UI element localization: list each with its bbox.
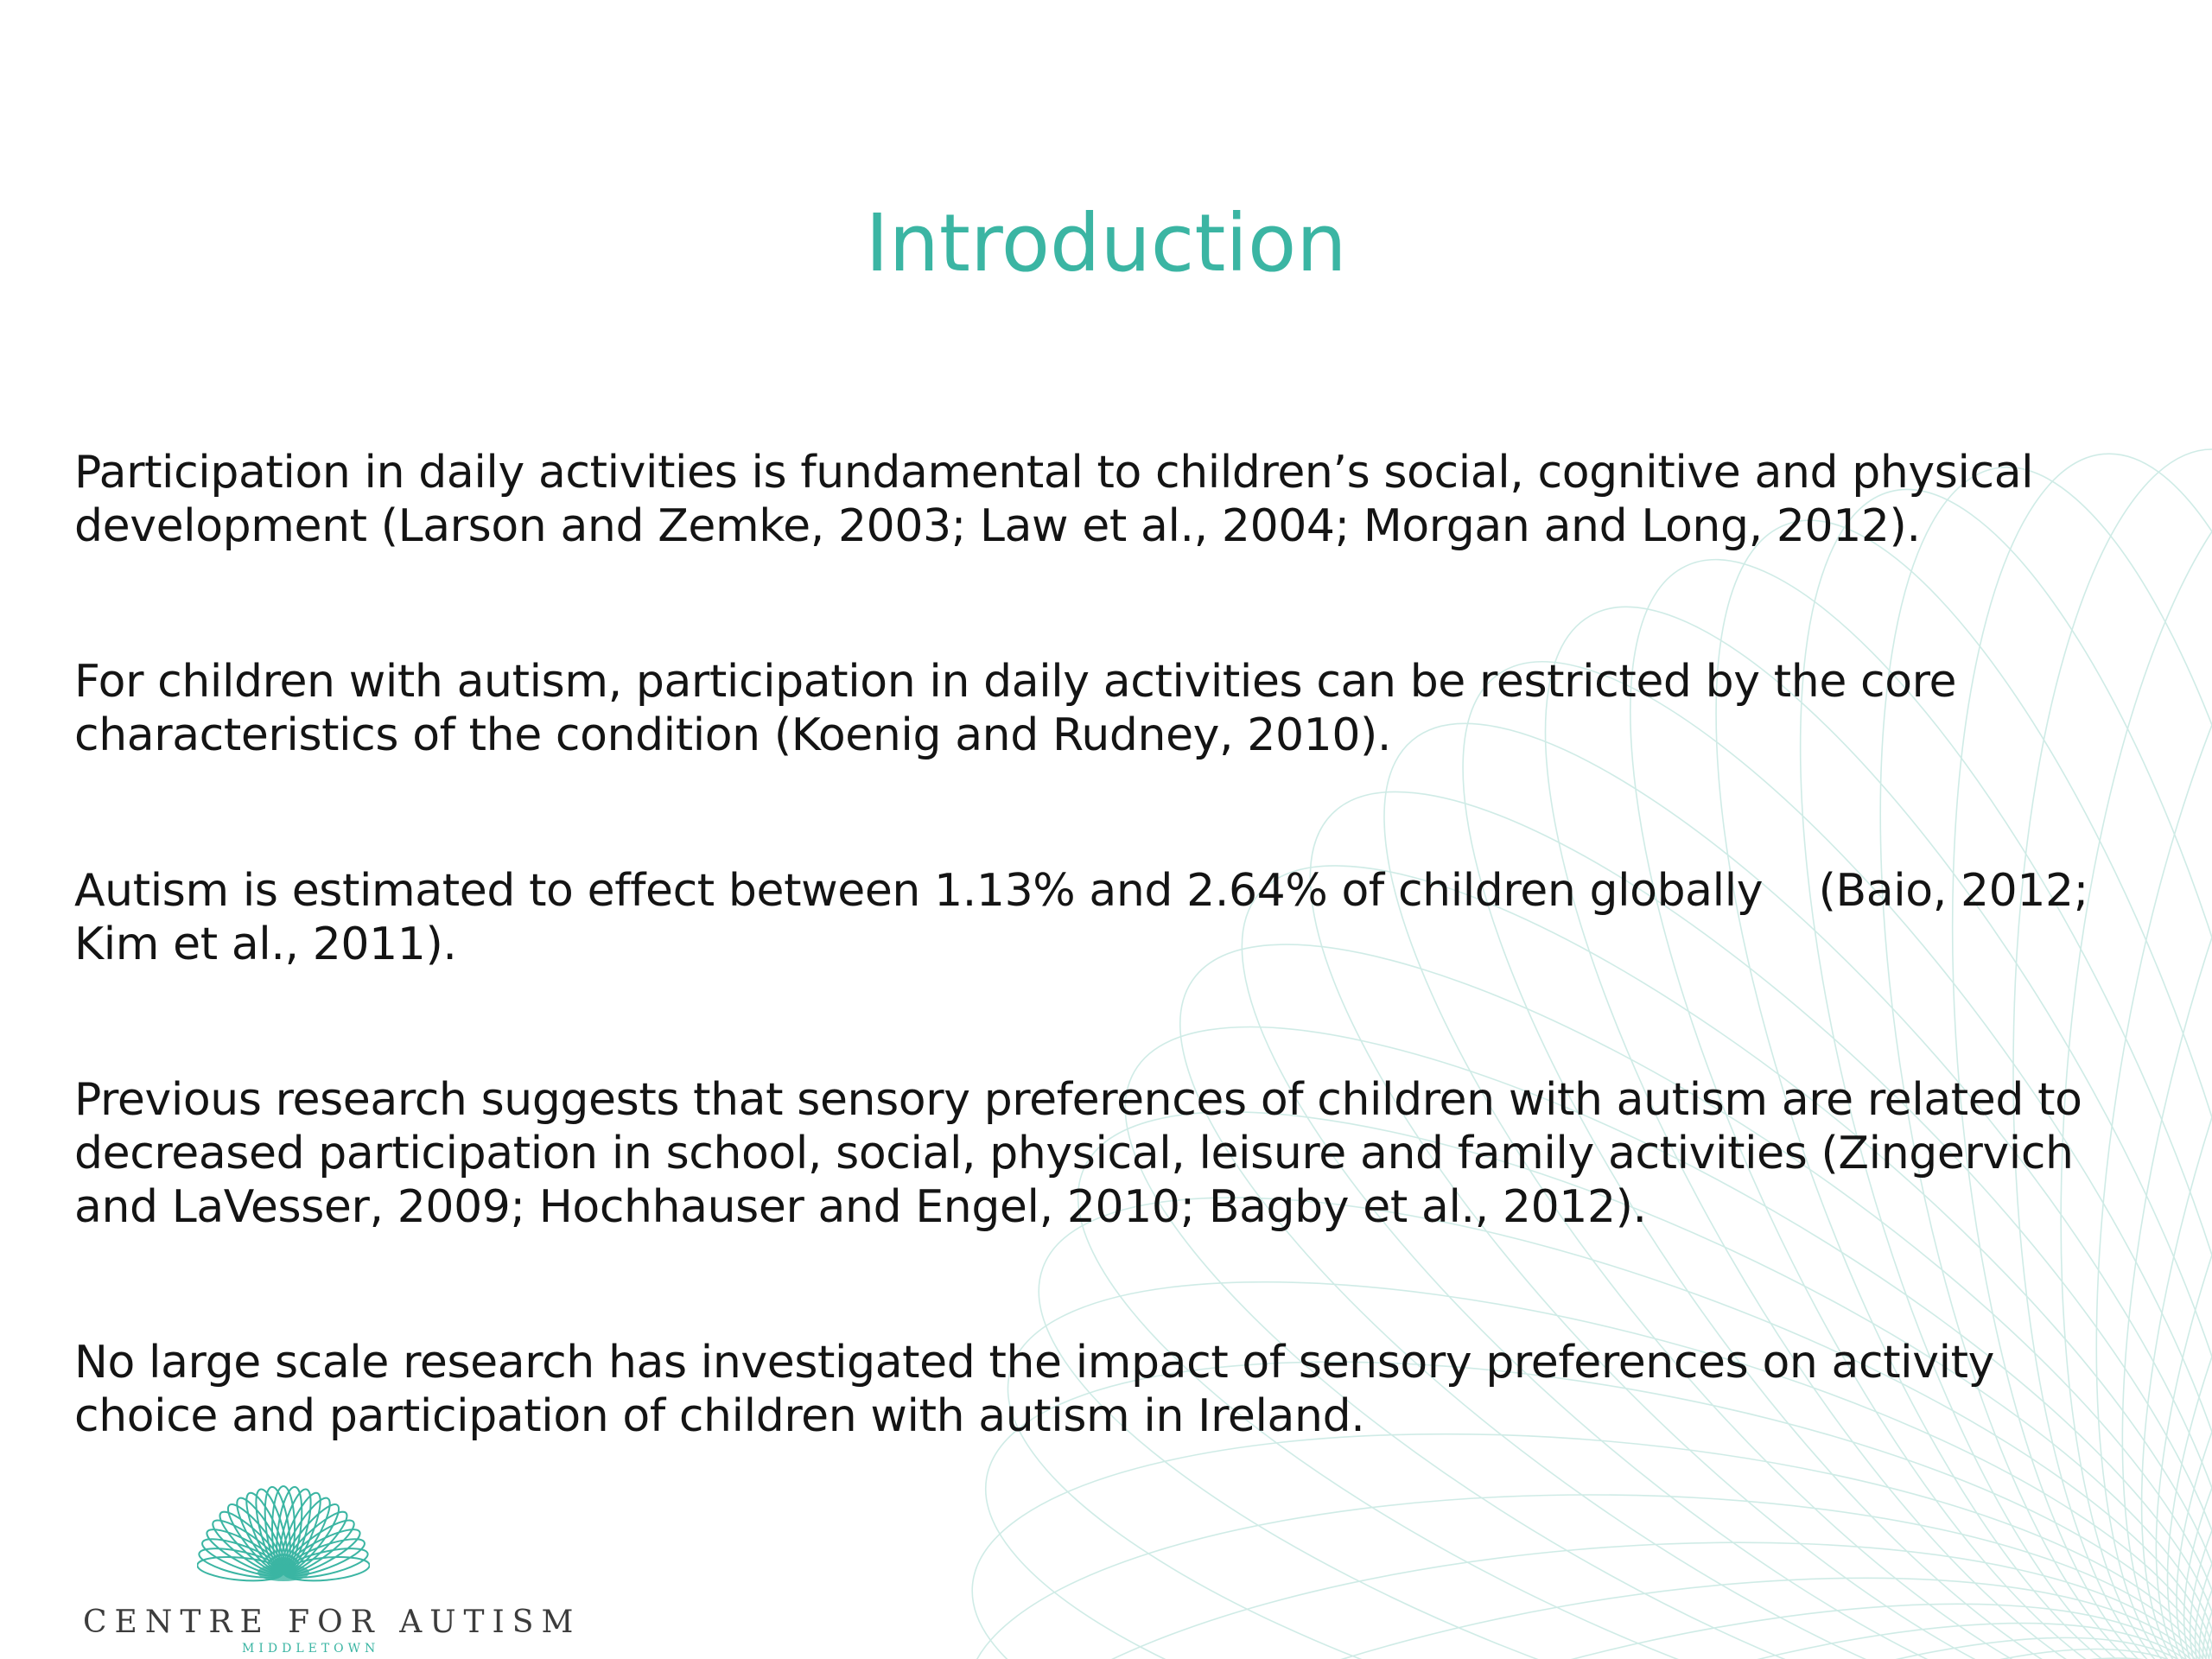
logo-subtitle: MIDDLETOWN	[242, 1642, 380, 1656]
paragraph-line: Autism is estimated to effect between 1.13% and 2.64% of children globally (Baio, 2012;	[74, 865, 2088, 917]
paragraph-line: For children with autism, participation in daily activities can be restricted by the core	[74, 656, 1957, 708]
slide-body	[74, 446, 2148, 1443]
centre-for-autism-logo	[83, 1469, 582, 1659]
paragraph-participation	[74, 446, 2148, 553]
paragraph-research-gap	[74, 1336, 2148, 1443]
slide-title: Introduction	[865, 197, 1347, 289]
paragraph-prevalence	[74, 864, 2148, 971]
paragraph-line: choice and participation of children with autism in Ireland.	[74, 1390, 1365, 1442]
paragraph-line: development (Larson and Zemke, 2003; Law et al., 2004; Morgan and Long, 2012).	[74, 500, 1921, 552]
paragraph-autism-restriction	[74, 655, 2148, 762]
paragraph-line: characteristics of the condition (Koenig and Rudney, 2010).	[74, 709, 1392, 761]
lotus-spirograph-icon	[197, 1469, 370, 1590]
paragraph-previous-research	[74, 1073, 2148, 1234]
paragraph-line: No large scale research has investigated the impact of sensory preferences on activity	[74, 1337, 1995, 1389]
paragraph-line: decreased participation in school, social, physical, leisure and family activities (Zingervich	[74, 1128, 2074, 1179]
paragraph-line: Participation in daily activities is fundamental to children’s social, cognitive and physical	[74, 447, 2034, 499]
logo-name: CENTRE FOR AUTISM	[83, 1605, 582, 1640]
paragraph-line: and LaVesser, 2009; Hochhauser and Engel, 2010; Bagby et al., 2012).	[74, 1181, 1647, 1233]
paragraph-line: Previous research suggests that sensory preferences of children with autism are related to	[74, 1074, 2082, 1126]
paragraph-line: Kim et al., 2011).	[74, 918, 457, 970]
